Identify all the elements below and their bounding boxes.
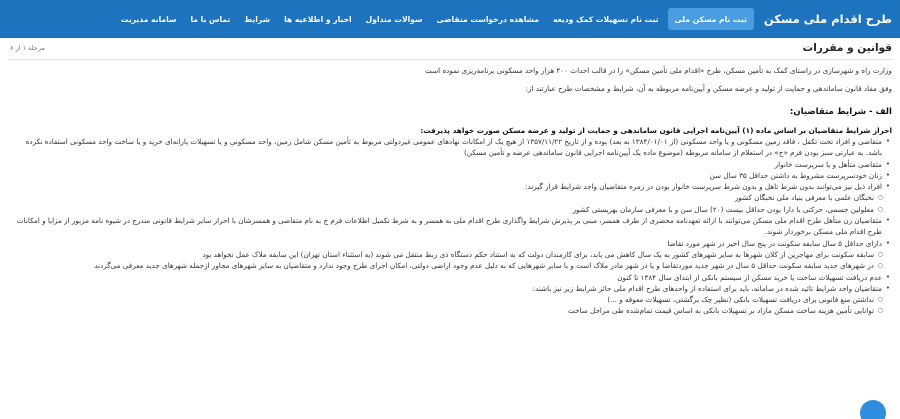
exceptions-sublist xyxy=(8,192,892,215)
nav-deposit-loan-register[interactable]: ثبت نام تسهیلات کمک ودیعه xyxy=(552,14,659,24)
chat-support-icon[interactable] xyxy=(860,400,886,419)
conditions-heading: احراز شرایط متقاضیان بر اساس ماده (۱) آیین‌نامه اجرایی قانون ساماندهی و حمایت از تولید و عرضه مسکن صورت خواهد پذیرفت: xyxy=(420,126,892,135)
nav-faq[interactable]: سوالات متداول xyxy=(365,14,423,24)
list-item: • عدم دریافت تسهیلات ساخت یا خرید مسکن از سیستم بانکی از ابتدای سال ۱۳۸۴ تا کنون xyxy=(8,272,882,283)
list-item: • متقاضیان زن متأهل طرح اقدام ملی مسکن می‌توانند با ارائه تعهدنامه محضری از طرف همسر، مبنی بر پذیرش شرایط واگذاری طرح اقدام ملی به همسر و به شرط تکمیل اطلاعات فرم ج به نام متقاضی و همسرشان با احراز سایر شرایط قانونی مندرج در شیوه نامه مزبور از مزایا و امکانات طرح اقدام ملی مسکن برخوردار شوند. xyxy=(8,215,882,238)
intro-paragraph-1: وزارت راه و شهرسازی در راستای کمک به تأمین مسکن، طرح «اقدام ملی تأمین مسکن» را در قالب احداث ۴۰۰ هزار واحد مسکونی برنامه‌ریزی نموده است xyxy=(425,66,892,75)
sub-list-item: ○ نخبگان علمی با معرفی بنیاد ملی نخبگان کشور xyxy=(8,192,874,203)
conditions-list-2 xyxy=(8,215,892,249)
sub-list-item: ○ نداشتن منع قانونی برای دریافت تسهیلات بانکی (نظیر چک برگشتی، تسهیلات معوقه و ...) xyxy=(8,294,874,305)
nav-admin-system[interactable]: سامانه مدیریت xyxy=(120,14,177,24)
sub-list-item: ○ توانایی تأمین هزینه ساخت مسکن مازاد بر تسهیلات بانکی به اساس قیمت تمام‌شده طی مراحل ساخت xyxy=(8,305,874,316)
section-title: الف - شرایط متقاضیان: xyxy=(789,107,892,117)
top-navbar xyxy=(0,0,900,38)
site-brand[interactable]: طرح اقدام ملی مسکن xyxy=(763,12,892,26)
sub-list-item: ○ معلولین جسمی، حرکتی با دارا بودن حداقل بیست (۲۰) سال سن و با معرفی سازمان بهزیستی کشور xyxy=(8,204,874,215)
sub-list-item: ○ در شهرهای جدید سابقه سکونت حداقل ۵ سال در شهر جدید موردتقاضا و یا در شهر مادر ملاک است و با سایر شهرهایی که به دلیل عدم وجود اراضی دولتی، امکان اجرای طرح وجود ندارد و متقاضیان به سایر شهرهای مجاور ازجمله شهرهای جدید معرفی می‌گردند xyxy=(8,260,874,271)
conditions-list xyxy=(8,136,892,192)
nav-conditions[interactable]: شرایط xyxy=(244,14,271,24)
nav-view-request[interactable]: مشاهده درخواست متقاضی xyxy=(436,14,539,24)
nav-register-national-housing[interactable]: ثبت نام مسکن ملی xyxy=(668,8,754,30)
intro-paragraph-2: وفق مفاد قانون ساماندهی و حمایت از تولید و عرضه مسکن و آیین‌نامه مربوطه به آن، شرایط و مشخصات طرح عبارتند از: xyxy=(525,84,892,93)
rules-panel xyxy=(0,38,900,419)
list-item: • متقاضیان واجد شرایط تائید شده در سامانه، باید برای استفاده از واحدهای طرح اقدام ملی حائز شرایط زیر نیز باشند: xyxy=(8,283,882,294)
sub-list-item: ○ سابقه سکونت برای مهاجرین از کلان شهرها به سایر شهرهای کشور به یک سال کاهش می یابد، برای کارمندان دولت که به استناد حکم دستگاه ذی ربط منتقل می شوند (به استثناء استان تهران) این سابقه ملاک عمل نخواهد بود xyxy=(8,249,874,260)
nav-news[interactable]: اخبار و اطلاعیه ها xyxy=(284,14,352,24)
list-item: • متقاضی متأهل و یا سرپرست خانوار xyxy=(8,159,882,170)
nav-contact[interactable]: تماس با ما xyxy=(190,14,231,24)
step-indicator: مرحله ۱ از ۸ xyxy=(10,44,45,52)
conditions-list-3 xyxy=(8,272,892,295)
list-item: • افراد ذیل نیز می‌توانند بدون شرط تاهل و بدون شرط سرپرست خانوار بودن در زمره متقاضیان واجد شرایط قرار گیرند: xyxy=(8,181,882,192)
nav-menu xyxy=(114,0,756,38)
page-title: قوانین و مقررات xyxy=(802,42,892,54)
bank-sublist xyxy=(8,294,892,317)
list-item: • متقاضی و افراد تحت تکفل ، فاقد زمین مسکونی و یا واحد مسکونی (از ۱۳۸۴/۰۱/۰۱ به بعد) بوده و از تاریخ ۱۳۵۷/۱۱/۲۲ از هیچ یک از امکانات نهادهای عمومی غیردولتی مربوط به تأمین مسکن شامل زمین، واحد مسکونی و یا تسهیلات یارانه‌ای خرید و یا ساخت واحد مسکونی استفاده نکرده باشد. به عبارتی سبز بودن فرم «ج» در استعلام از سامانه مربوطه (موضوع ماده یک آیین‌نامه اجرایی قانون ساماندهی عرضه و تأمین مسکن) xyxy=(8,136,882,159)
list-item: • دارای حداقل ۵ سال سابقه سکونت در پنج سال اخیر در شهر مورد تقاضا xyxy=(8,238,882,249)
list-item: • زنان خودسرپرست مشروط به داشتن حداقل ۳۵ سال سن xyxy=(8,170,882,181)
residence-sublist xyxy=(8,249,892,272)
divider xyxy=(8,59,892,60)
